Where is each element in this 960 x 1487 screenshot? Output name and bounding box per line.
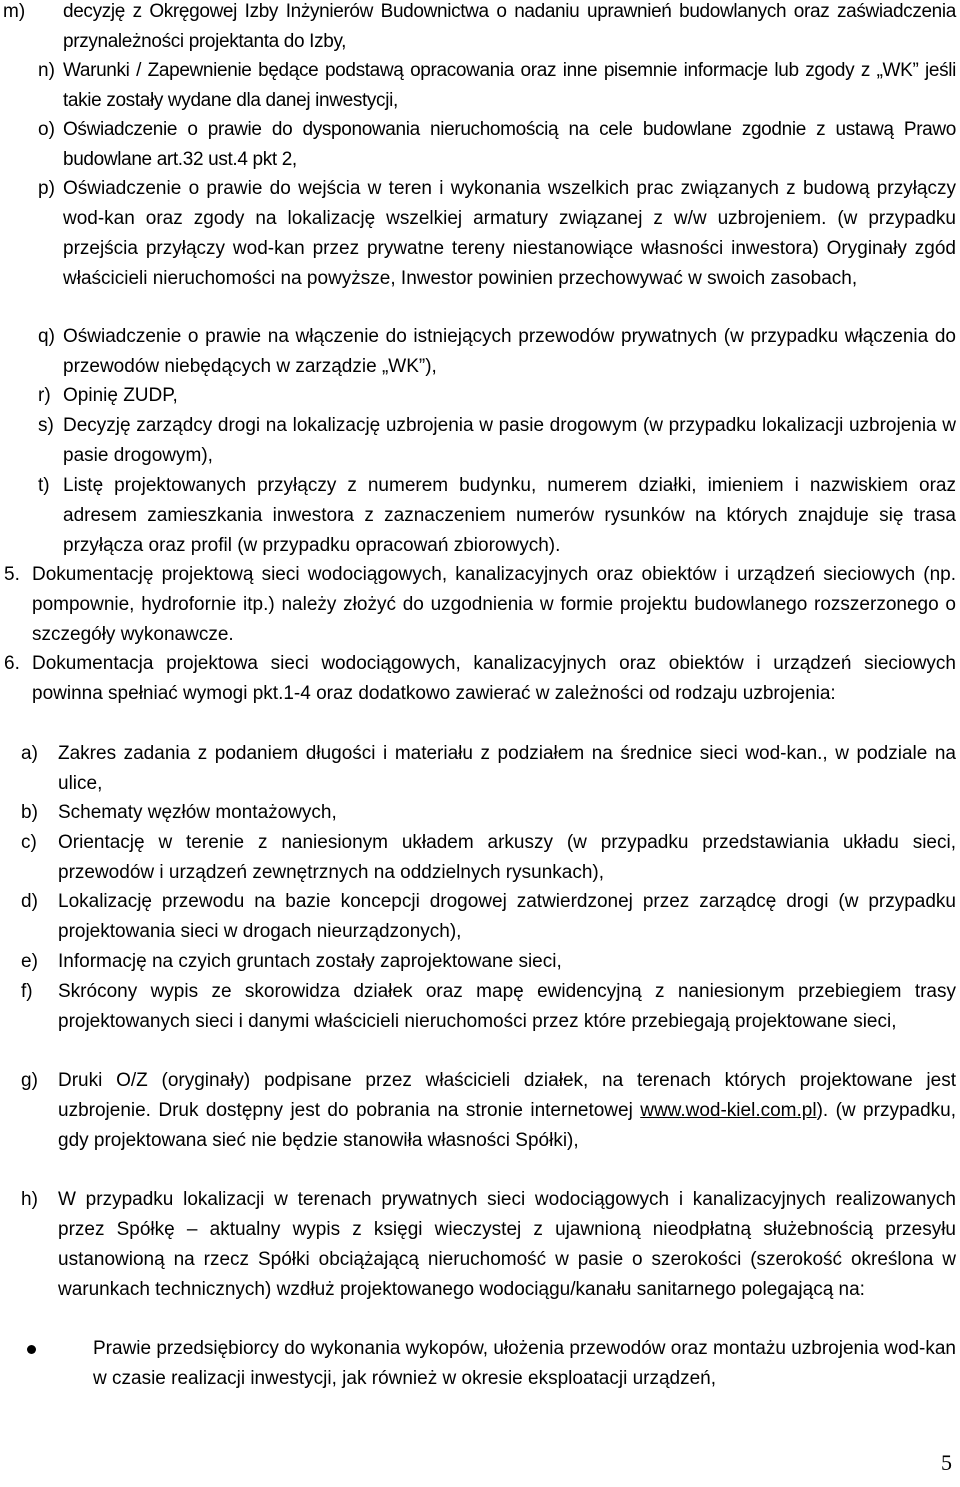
list-item-text: Oświadczenie o prawie do wejścia w teren i wykonania wszelkich prac związanych z budową przyłączy wod-kan oraz zgody na lokalizację wszelkiej armatury związanej z w/w uzbrojeniem. (w przypadku przejścia przyłączy wod-kan przez prywatne tereny niestanowiące własności inwestora) Oryginały zgód właścicieli nieruchomości na powyższe, Inwestor powinien przechowywać w swoich zasobach, <box>63 178 956 289</box>
list-marker: 5. <box>4 564 20 585</box>
list-marker: t) <box>38 475 50 496</box>
list-item-text: Warunki / Zapewnienie będące podstawą opracowania oraz inne pisemnie informacje lub zgody z „WK” jeśli takie zostały wydane dla danej inwestycji, <box>63 60 956 111</box>
list-item-text-part: ). (w przypadku, gdy projektowana sieć nie będzie stanowiła własności Spółki), <box>58 1100 956 1151</box>
list-item-text: Lokalizację przewodu na bazie koncepcji drogowej zatwierdzonej przez zarządcę drogi (w przypadku projektowania sieci w drogach nieurządzonych), <box>58 891 956 942</box>
list-marker: g) <box>21 1070 38 1091</box>
list-item-text <box>58 1066 956 1156</box>
list-marker: p) <box>38 178 55 199</box>
list-item-text: Dokumentację projektową sieci wodociągowych, kanalizacyjnych oraz obiektów i urządzeń sieciowych (np. pompownie, hydrofornie itp.) należy złożyć do uzgodnienia w formie projektu budowlanego rozszerzonego o szczegóły wykonawcze. <box>32 564 956 645</box>
list-item-text: Listę projektowanych przyłączy z numerem budynku, numerem działki, imieniem i nazwiskiem oraz adresem zamieszkania inwestora z zaznaczeniem numerów rysunków na których znajduje się trasa przyłącza oraz profil (w przypadku opracowań zbiorowych). <box>63 475 956 556</box>
list-item-text: Oświadczenie o prawie do dysponowania nieruchomością na cele budowlane zgodnie z ustawą Prawo budowlane art.32 ust.4 pkt 2, <box>63 119 956 170</box>
list-item-text: Oświadczenie o prawie na włączenie do istniejących przewodów prywatnych (w przypadku włączenia do przewodów niebędących w zarządzie „WK”), <box>63 326 956 377</box>
list-marker: m) <box>3 1 26 22</box>
list-item-text: Prawie przedsiębiorcy do wykonania wykopów, ułożenia przewodów oraz montażu uzbrojenia wod-kan w czasie realizacji inwestycji, jak również w okresie eksploatacji urządzeń, <box>93 1338 956 1389</box>
list-marker: n) <box>38 60 55 81</box>
list-marker: o) <box>38 119 55 140</box>
list-marker: e) <box>21 951 38 972</box>
list-item-text: W przypadku lokalizacji w terenach prywatnych sieci wodociągowych i kanalizacyjnych realizowanych przez Spółkę – aktualny wypis z księgi wieczystej z ujawnioną nieodpłatną służebnością przesyłu ustanowioną na rzecz Spółki obciążającą nieruchomość w pasie o szerokości (szerokość określona w warunkach technicznych) wzdłuż projektowanego wodociągu/kanału sanitarnego polegającą na: <box>58 1189 956 1300</box>
list-item-text: Decyzję zarządcy drogi na lokalizację uzbrojenia w pasie drogowym (w przypadku lokalizacji uzbrojenia w pasie drogowym), <box>63 415 956 466</box>
list-item-text: Opinię ZUDP, <box>63 385 178 406</box>
list-marker: a) <box>21 743 38 764</box>
list-marker: b) <box>21 802 38 823</box>
list-marker: c) <box>21 832 37 853</box>
list-marker: 6. <box>4 653 20 674</box>
list-item-text: Skrócony wypis ze skorowidza działek oraz mapę ewidencyjną z naniesionym przebiegiem trasy projektowanych sieci i danymi właścicieli nieruchomości przez które przebiegają projektowane sieci, <box>58 981 956 1032</box>
page-number: 5 <box>941 1450 952 1475</box>
list-marker: h) <box>21 1189 38 1210</box>
list-item-text: Schematy węzłów montażowych, <box>58 802 337 823</box>
list-item-text: Zakres zadania z podaniem długości i materiału z podziałem na średnice sieci wod-kan., w podziale na ulice, <box>58 743 956 794</box>
bullet-icon <box>27 1345 36 1354</box>
list-marker: q) <box>38 326 55 347</box>
list-marker: f) <box>21 981 33 1002</box>
list-marker: d) <box>21 891 38 912</box>
list-item-text: Dokumentacja projektowa sieci wodociągowych, kanalizacyjnych oraz obiektów i urządzeń sieciowych powinna spełniać wymogi pkt.1-4 oraz dodatkowo zawierać w zależności od rodzaju uzbrojenia: <box>32 653 956 704</box>
list-item-text: Informację na czyich gruntach zostały zaprojektowane sieci, <box>58 951 562 972</box>
list-marker: r) <box>38 385 51 406</box>
list-item-text: decyzję z Okręgowej Izby Inżynierów Budownictwa o nadaniu uprawnień budowlanych oraz zaświadczenia przynależności projektanta do Izby, <box>63 1 956 52</box>
website-link[interactable]: www.wod-kiel.com.pl <box>640 1100 817 1121</box>
list-item-text: Orientację w terenie z naniesionym układem arkuszy (w przypadku przedstawiania układu sieci, przewodów i urządzeń zewnętrznych na oddzielnych rysunkach), <box>58 832 956 883</box>
list-marker: s) <box>38 415 54 436</box>
list-item-text-part: Druki O/Z (oryginały) podpisane przez właścicieli działek, na terenach których projektowane jest uzbrojenie. Druk dostępny jest do pobrania na stronie internetowej <box>58 1070 956 1121</box>
